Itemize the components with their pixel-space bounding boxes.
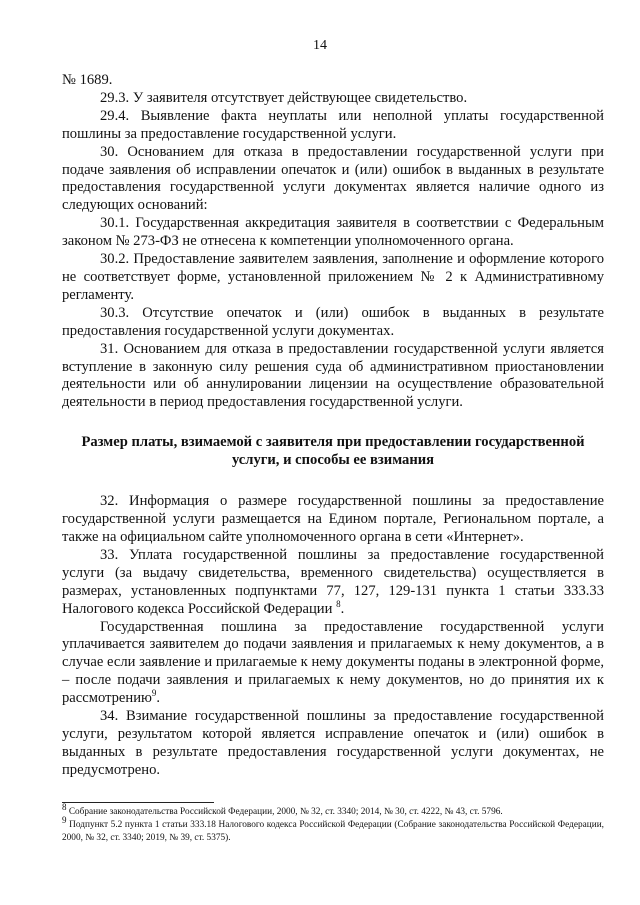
paragraph-33-continued	[62, 619, 604, 709]
paragraph-34: 34. Взимание государственной пошлины за предоставление государственной услуги, результатом которой является исправление опечаток и (или) ошибок в выданных в результате предоставления государственной услуги документах, не предусмотрено.	[62, 708, 604, 778]
paragraph-32: 32. Информация о размере государственной пошлины за предоставление государственной услуги размещается на Едином портале, Региональном портале, а также на официальном сайте уполномоченного органа в сети «Интернет».	[62, 493, 604, 546]
paragraph-30-1: 30.1. Государственная аккредитация заявителя в соответствии с Федеральным законом № 273-ФЗ не отнесена к компетенции уполномоченного органа.	[62, 215, 604, 250]
main-text	[62, 72, 604, 780]
footnote-9	[62, 814, 604, 845]
paragraph-33-end: .	[340, 600, 345, 617]
footnote-divider	[62, 802, 214, 803]
paragraph-30-2: 30.2. Предоставление заявителем заявления, заполнение и оформление которого не соответствует форме, установленной приложением № 2 к Административному регламенту.	[62, 251, 604, 303]
footnote-number: 9	[62, 814, 67, 825]
page-number: 14	[313, 38, 327, 53]
paragraph-33-text: 33. Уплата государственной пошлины за предоставление государственной услуги (за выдачу свидетельства, временного свидетельства) осуществляется в размерах, установленных подпунктами 77, 127, 129-131 пункта 1 статьи 333.33 Налогового кодекса Российской Федерации	[62, 546, 604, 617]
paragraph-31: 31. Основанием для отказа в предоставлении государственной услуги является вступление в законную силу решения суда об административном приостановлении деятельности или об аннулировании лицензии на осуществление образовательной деятельности в период предоставления государственной услуги.	[62, 340, 604, 411]
paragraph-30-3: 30.3. Отсутствие опечаток и (или) ошибок в выданных в результате предоставления государственной услуги документах.	[62, 304, 604, 339]
footnote-8	[62, 801, 604, 819]
paragraph-33b-text: Государственная пошлина за предоставление государственной услуги уплачивается заявителем до подачи заявления и прилагаемых к нему документов, а в случае если заявление и прилагаемые к нему документы поданы в электронной форме, – после подачи заявления и прилагаемых к нему документов, но до принятия их к рассмотрению	[62, 618, 604, 707]
paragraph-33b-end: .	[156, 690, 161, 707]
paragraph-30: 30. Основанием для отказа в предоставлении государственной услуги при подаче заявления об исправлении опечаток и (или) ошибок в выданных в результате предоставления государственной услуги документах является наличие одного из следующих оснований:	[62, 143, 604, 214]
footnote-number: 8	[62, 801, 67, 812]
footnote-ref-9[interactable]: 9	[151, 688, 157, 699]
paragraph-29-3: 29.3. У заявителя отсутствует действующее свидетельство.	[100, 89, 468, 106]
footnote-ref-8[interactable]: 8	[336, 598, 341, 609]
paragraph-29-4: 29.4. Выявление факта неуплаты или неполной уплаты государственной пошлины за предоставление государственной услуги.	[62, 107, 604, 142]
footnote-text: Подпункт 5.2 пункта 1 статьи 333.18 Налогового кодекса Российской Федерации (Собрание законодательства Российской Федерации, 2000, № 32, ст. 3340; 2019, № 39, ст. 5375).	[62, 820, 604, 843]
footnotes	[62, 801, 604, 845]
paragraph-33	[62, 547, 604, 619]
footnote-text: Собрание законодательства Российской Федерации, 2000, № 32, ст. 3340; 2014, № 30, ст. 4222, № 43, ст. 5796.	[66, 807, 503, 817]
section-heading: Размер платы, взимаемой с заявителя при предоставлении государственной услуги, и способы ее взимания	[81, 434, 585, 469]
paragraph-continuation: № 1689.	[62, 72, 113, 88]
